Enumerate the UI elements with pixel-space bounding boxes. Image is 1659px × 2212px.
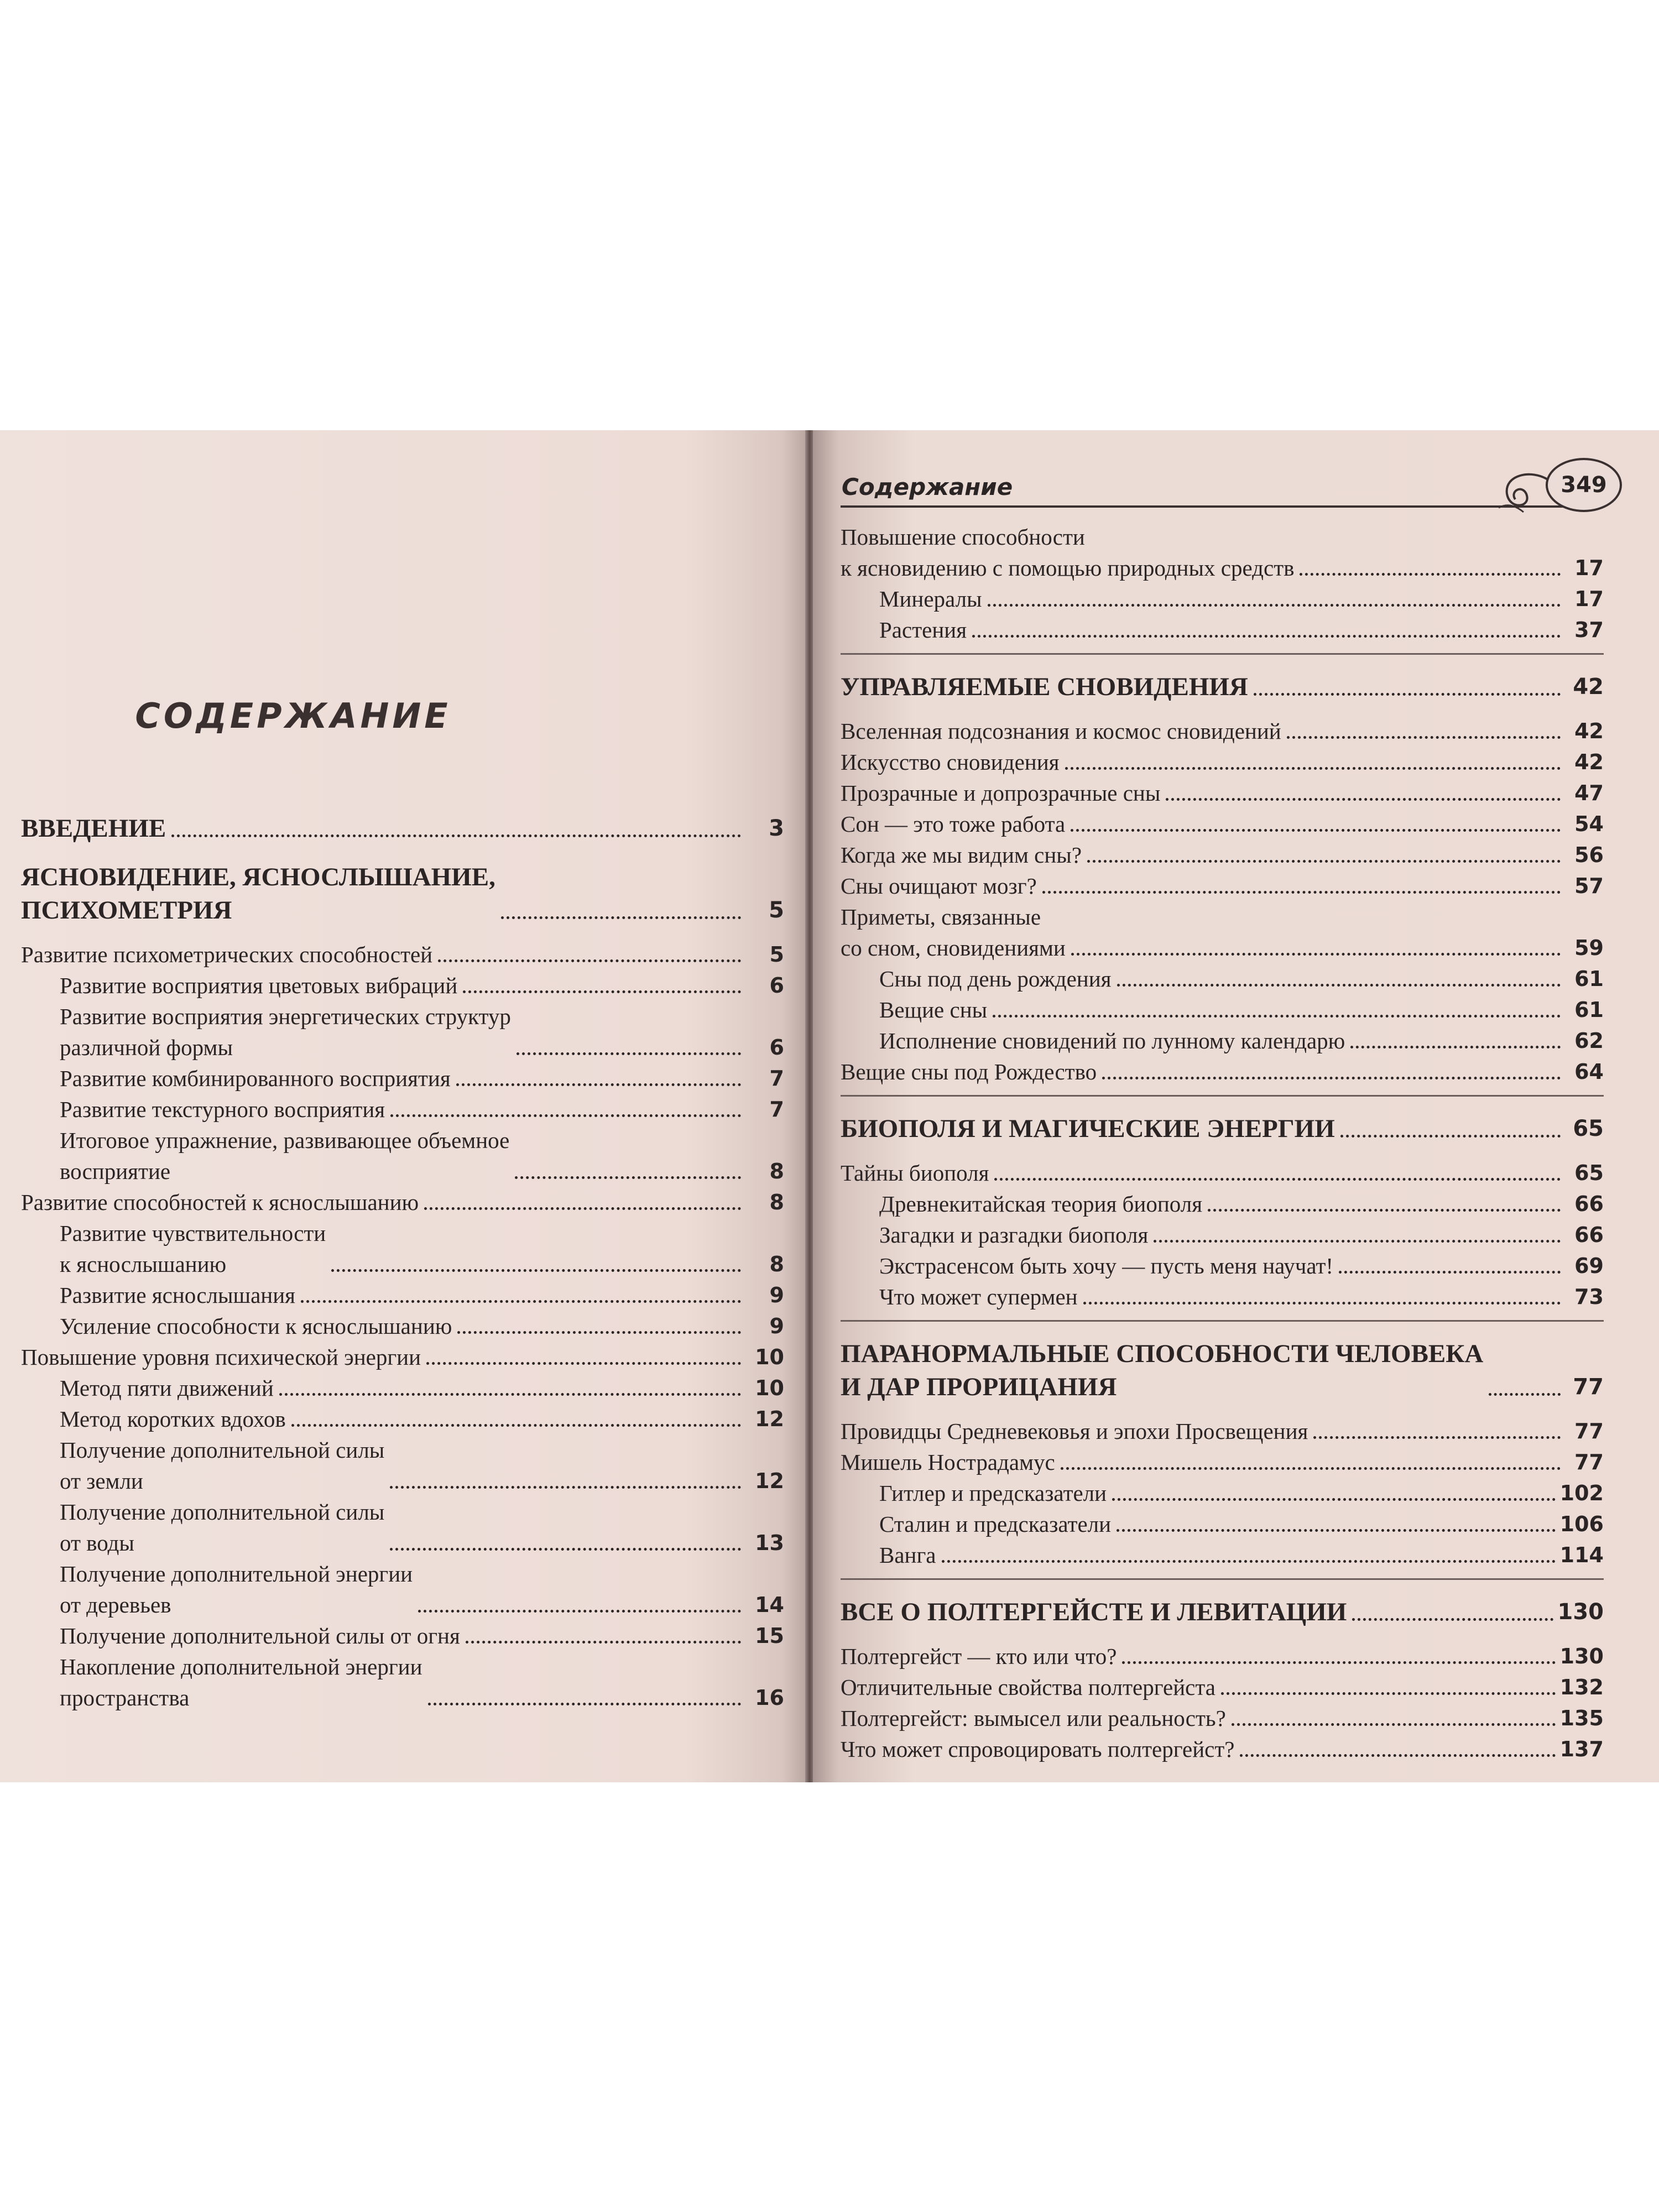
toc-entry-title: Итоговое упражнение, развивающее объемное восприятие [60, 1128, 510, 1184]
toc-entry [841, 521, 1604, 583]
toc-entry-page-number: 62 [1574, 1029, 1604, 1053]
toc-entry [21, 1434, 784, 1496]
toc-entry-title: Загадки и разгадки биополя [879, 1222, 1149, 1248]
toc-entry-page-number: 66 [1574, 1223, 1604, 1247]
toc-section-heading [841, 1112, 1604, 1145]
dot-leader [1071, 953, 1561, 956]
toc-entry-page-number: 130 [1559, 1644, 1604, 1668]
toc-entry [841, 1025, 1604, 1056]
toc-entry-page-number: 17 [1574, 587, 1604, 611]
toc-entry-title: Когда же мы видим сны? [841, 842, 1082, 868]
toc-entry-title: Получение дополнительной силы от воды [60, 1499, 385, 1556]
toc-entry [841, 963, 1604, 994]
toc-entry-title: Повышение способности к ясновидению с помощью природных средств [841, 524, 1295, 581]
dot-leader [438, 959, 741, 962]
toc-entry-title: ВСЕ О ПОЛТЕРГЕЙСТЕ И ЛЕВИТАЦИИ [841, 1598, 1347, 1626]
toc-entry [841, 1672, 1604, 1703]
toc-entry-title: Что может спровоцировать полтергейст? [841, 1736, 1235, 1762]
toc-entry-title: Получение дополнительной силы от огня [60, 1623, 460, 1648]
toc-entry [841, 1641, 1604, 1672]
toc-entry [21, 1651, 784, 1713]
toc-entry-page-number: 56 [1574, 843, 1604, 867]
toc-entry [21, 970, 784, 1001]
dot-leader [1489, 1393, 1561, 1396]
toc-entry-page-number: 3 [769, 816, 784, 841]
toc-entry [21, 1094, 784, 1125]
toc-entry-title: Накопление дополнительной энергии пространства [60, 1654, 422, 1710]
toc-entry-title: Древнекитайская теория биополя [879, 1191, 1203, 1217]
toc-section-heading [841, 1337, 1604, 1404]
dot-leader [1208, 1209, 1561, 1212]
section-separator [841, 1578, 1604, 1580]
toc-entry [841, 1478, 1604, 1509]
toc-section-heading [21, 860, 784, 927]
toc-entry [21, 1001, 784, 1063]
toc-entry [841, 1157, 1604, 1188]
dot-leader [1154, 1240, 1561, 1243]
dot-leader [1287, 736, 1561, 739]
toc-entry-title: Развитие комбинированного восприятия [60, 1066, 451, 1091]
toc-entry-title: Развитие текстурного восприятия [60, 1097, 385, 1122]
dot-leader [390, 1548, 741, 1551]
dot-leader [1083, 1302, 1561, 1305]
toc-entry-page-number: 57 [1574, 874, 1604, 898]
toc-entry-title: Сны очищают мозг? [841, 873, 1037, 899]
toc-entry-page-number: 8 [769, 1252, 784, 1276]
dot-leader [424, 1207, 741, 1210]
toc-entry [841, 901, 1604, 963]
toc-entry-title: Искусство сновидения [841, 749, 1060, 775]
dot-leader [517, 1052, 741, 1055]
toc-entry-page-number: 135 [1559, 1706, 1604, 1730]
dot-leader [1117, 984, 1561, 987]
toc-entry [841, 1540, 1604, 1571]
running-head-rule [841, 505, 1582, 508]
dot-leader [1240, 1754, 1555, 1757]
dot-leader [1061, 1467, 1561, 1470]
dot-leader [457, 1331, 741, 1334]
toc-entry [21, 1496, 784, 1558]
dot-leader [426, 1362, 741, 1365]
toc-entry-title: ПАРАНОРМАЛЬНЫЕ СПОСОБНОСТИ ЧЕЛОВЕКА И ДАР ПРОРИЦАНИЯ [841, 1339, 1484, 1401]
dot-leader [418, 1610, 741, 1613]
toc-entry-page-number: 14 [755, 1593, 784, 1617]
toc-entry-page-number: 42 [1573, 674, 1604, 700]
toc-entry-title: Получение дополнительной энергии от деревьев [60, 1561, 413, 1618]
toc-entry [21, 1342, 784, 1373]
toc-entry-title: Мишель Нострадамус [841, 1449, 1055, 1475]
dot-leader [1232, 1723, 1556, 1726]
toc-entry-title: Метод пяти движений [60, 1375, 274, 1401]
toc-entry-page-number: 114 [1559, 1543, 1604, 1567]
running-head: Содержание [842, 473, 1013, 500]
dot-leader [171, 834, 741, 837]
dot-leader [1340, 1135, 1561, 1138]
toc-entry-page-number: 5 [769, 898, 784, 923]
toc-entry-title: Сны под день рождения [879, 966, 1112, 992]
toc-entry [841, 839, 1604, 870]
toc-entry-page-number: 37 [1574, 618, 1604, 642]
toc-entry-page-number: 9 [769, 1314, 784, 1338]
toc-entry [841, 1219, 1604, 1250]
toc-entry-page-number: 42 [1574, 719, 1604, 743]
toc-entry [841, 1281, 1604, 1312]
toc-entry [841, 1509, 1604, 1540]
toc-entry-title: Прозрачные и допрозрачные сны [841, 780, 1161, 806]
section-separator [841, 1320, 1604, 1322]
toc-entry-page-number: 54 [1574, 812, 1604, 836]
toc-entry-page-number: 106 [1559, 1512, 1604, 1536]
toc-entry [841, 1703, 1604, 1734]
toc-entry-page-number: 10 [755, 1345, 784, 1369]
toc-entry [841, 1447, 1604, 1478]
dot-leader [1350, 1046, 1561, 1048]
section-separator [841, 1095, 1604, 1097]
toc-entry-title: БИОПОЛЯ И МАГИЧЕСКИЕ ЭНЕРГИИ [841, 1114, 1335, 1143]
toc-entry [21, 1620, 784, 1651]
toc-entry [841, 1416, 1604, 1447]
toc-entry [21, 1063, 784, 1094]
toc-entry [21, 1125, 784, 1187]
toc-entry-page-number: 132 [1559, 1675, 1604, 1699]
toc-entry-page-number: 61 [1574, 998, 1604, 1022]
toc-entry-page-number: 77 [1574, 1419, 1604, 1443]
toc-entry-page-number: 77 [1573, 1374, 1604, 1400]
toc-entry-page-number: 16 [755, 1686, 784, 1710]
toc-entry-title: Отличительные свойства полтергейста [841, 1674, 1215, 1700]
dot-leader [301, 1300, 741, 1303]
toc-entry-page-number: 6 [769, 973, 784, 998]
dot-leader [1166, 798, 1561, 801]
dot-leader [1112, 1498, 1556, 1501]
toc-entry-title: Метод коротких вдохов [60, 1406, 286, 1432]
toc-entry [841, 716, 1604, 747]
book-spread [0, 430, 1659, 1782]
dot-leader [456, 1083, 741, 1086]
toc-entry-page-number: 64 [1574, 1060, 1604, 1084]
dot-leader [994, 1178, 1561, 1181]
toc-entry-page-number: 47 [1574, 781, 1604, 805]
toc-entry-page-number: 137 [1559, 1737, 1604, 1761]
toc-entry-page-number: 66 [1574, 1192, 1604, 1216]
toc-entry-title: Развитие способностей к яснослышанию [21, 1190, 419, 1215]
contents-heading: СОДЕРЖАНИЕ [135, 696, 451, 736]
toc-section-heading [841, 670, 1604, 703]
toc-entry [841, 1250, 1604, 1281]
toc-entry-title: Провидцы Средневековья и эпохи Просвещения [841, 1418, 1308, 1444]
dot-leader [291, 1424, 741, 1427]
dot-leader [463, 990, 741, 993]
toc-entry [21, 1280, 784, 1311]
dot-leader [972, 635, 1561, 638]
dot-leader [1122, 1661, 1555, 1664]
toc-entry [21, 939, 784, 970]
dot-leader [1313, 1436, 1561, 1439]
toc-entry-page-number: 12 [755, 1469, 784, 1493]
toc-entry-page-number: 73 [1574, 1285, 1604, 1309]
toc-entry-title: УПРАВЛЯЕМЫЕ СНОВИДЕНИЯ [841, 672, 1248, 701]
toc-entry-page-number: 13 [755, 1531, 784, 1555]
toc-list-left [21, 812, 784, 1713]
toc-entry-page-number: 42 [1574, 750, 1604, 774]
toc-entry-title: Усиление способности к яснослышанию [60, 1313, 452, 1339]
dot-leader [1254, 693, 1561, 696]
dot-leader [1042, 891, 1561, 894]
dot-leader [501, 916, 741, 919]
dot-leader [1065, 767, 1561, 770]
dot-leader [331, 1269, 741, 1272]
toc-entry-title: Повышение уровня психической энергии [21, 1344, 421, 1370]
toc-entry [21, 1218, 784, 1280]
toc-entry [841, 1734, 1604, 1765]
toc-entry [21, 1558, 784, 1620]
toc-list-right [841, 521, 1604, 1765]
toc-entry-page-number: 65 [1573, 1116, 1604, 1141]
dot-leader [1221, 1692, 1556, 1695]
toc-entry-page-number: 6 [769, 1035, 784, 1060]
toc-entry-page-number: 7 [769, 1066, 784, 1091]
toc-entry [21, 1404, 784, 1434]
toc-entry-title: Вещие сны [879, 997, 988, 1022]
dot-leader [390, 1486, 741, 1489]
toc-entry-page-number: 7 [769, 1097, 784, 1121]
toc-entry-title: Сталин и предсказатели [879, 1511, 1112, 1537]
toc-entry-title: Вещие сны под Рождество [841, 1059, 1097, 1084]
dot-leader [988, 604, 1561, 607]
toc-entry-title: Что может супермен [879, 1284, 1078, 1310]
dot-leader [466, 1641, 741, 1644]
toc-entry-title: Полтергейст: вымысел или реальность? [841, 1705, 1226, 1731]
toc-entry-title: Развитие яснослышания [60, 1282, 296, 1308]
toc-entry-page-number: 15 [755, 1624, 784, 1648]
toc-entry [21, 1311, 784, 1342]
dot-leader [428, 1703, 741, 1705]
toc-entry-page-number: 102 [1559, 1481, 1604, 1505]
dot-leader [1102, 1077, 1561, 1079]
right-page [813, 430, 1659, 1782]
dot-leader [942, 1560, 1556, 1563]
toc-entry-title: Минералы [879, 586, 982, 612]
toc-entry [21, 1373, 784, 1404]
toc-entry-title: Экстрасенсом быть хочу — пусть меня научат! [879, 1253, 1334, 1279]
toc-entry-page-number: 130 [1557, 1599, 1604, 1625]
toc-entry-title: Приметы, связанные со сном, сновидениями [841, 904, 1066, 961]
dot-leader [993, 1015, 1561, 1018]
toc-section-heading [841, 1595, 1604, 1629]
toc-entry-title: Ванга [879, 1542, 936, 1568]
toc-section-heading [21, 812, 784, 845]
dot-leader [1352, 1618, 1553, 1621]
toc-entry [21, 1187, 784, 1218]
toc-entry-page-number: 9 [769, 1283, 784, 1307]
toc-entry-title: Исполнение сновидений по лунному календарю [879, 1028, 1345, 1053]
toc-entry [841, 614, 1604, 645]
dot-leader [1339, 1271, 1561, 1274]
toc-entry [841, 1056, 1604, 1087]
toc-entry-title: Гитлер и предсказатели [879, 1480, 1107, 1506]
toc-entry-title: Растения [879, 617, 967, 643]
toc-entry-title: ВВЕДЕНИЕ [21, 814, 166, 843]
toc-entry [841, 994, 1604, 1025]
toc-entry-title: Вселенная подсознания и космос сновидений [841, 718, 1281, 744]
left-page [0, 430, 806, 1782]
dot-leader [1087, 860, 1561, 863]
section-separator [841, 653, 1604, 655]
dot-leader [1300, 573, 1561, 576]
dot-leader [390, 1114, 741, 1117]
toc-entry-title: Полтергейст — кто или что? [841, 1644, 1117, 1669]
toc-entry-page-number: 65 [1574, 1161, 1604, 1185]
toc-entry-title: Тайны биополя [841, 1160, 989, 1186]
toc-entry [841, 583, 1604, 614]
toc-entry-page-number: 8 [769, 1190, 784, 1214]
page-number: 349 [1546, 458, 1622, 512]
toc-entry-page-number: 77 [1574, 1450, 1604, 1474]
toc-entry-title: ЯСНОВИДЕНИЕ, ЯСНОСЛЫШАНИЕ, ПСИХОМЕТРИЯ [21, 863, 495, 925]
toc-entry [841, 808, 1604, 839]
toc-entry-title: Развитие психометрических способностей [21, 942, 433, 967]
dot-leader [1071, 829, 1561, 832]
toc-entry-page-number: 12 [755, 1407, 784, 1431]
toc-entry-page-number: 59 [1574, 936, 1604, 960]
toc-entry-title: Развитие восприятия энергетических структур различной формы [60, 1004, 511, 1060]
dot-leader [515, 1176, 741, 1179]
toc-entry-page-number: 61 [1574, 967, 1604, 991]
toc-entry-page-number: 8 [769, 1159, 784, 1183]
toc-entry-page-number: 5 [769, 942, 784, 967]
toc-entry-title: Сон — это тоже работа [841, 811, 1066, 837]
toc-entry-page-number: 17 [1574, 556, 1604, 580]
toc-entry [841, 870, 1604, 901]
toc-entry-page-number: 69 [1574, 1254, 1604, 1278]
toc-entry [841, 747, 1604, 778]
dot-leader [1117, 1529, 1556, 1532]
toc-entry-page-number: 10 [755, 1376, 784, 1400]
toc-entry-title: Развитие восприятия цветовых вибраций [60, 973, 458, 998]
dot-leader [279, 1393, 741, 1396]
toc-entry [841, 778, 1604, 808]
toc-entry-title: Развитие чувствительности к яснослышанию [60, 1220, 326, 1277]
toc-entry [841, 1188, 1604, 1219]
toc-entry-title: Получение дополнительной силы от земли [60, 1437, 385, 1494]
